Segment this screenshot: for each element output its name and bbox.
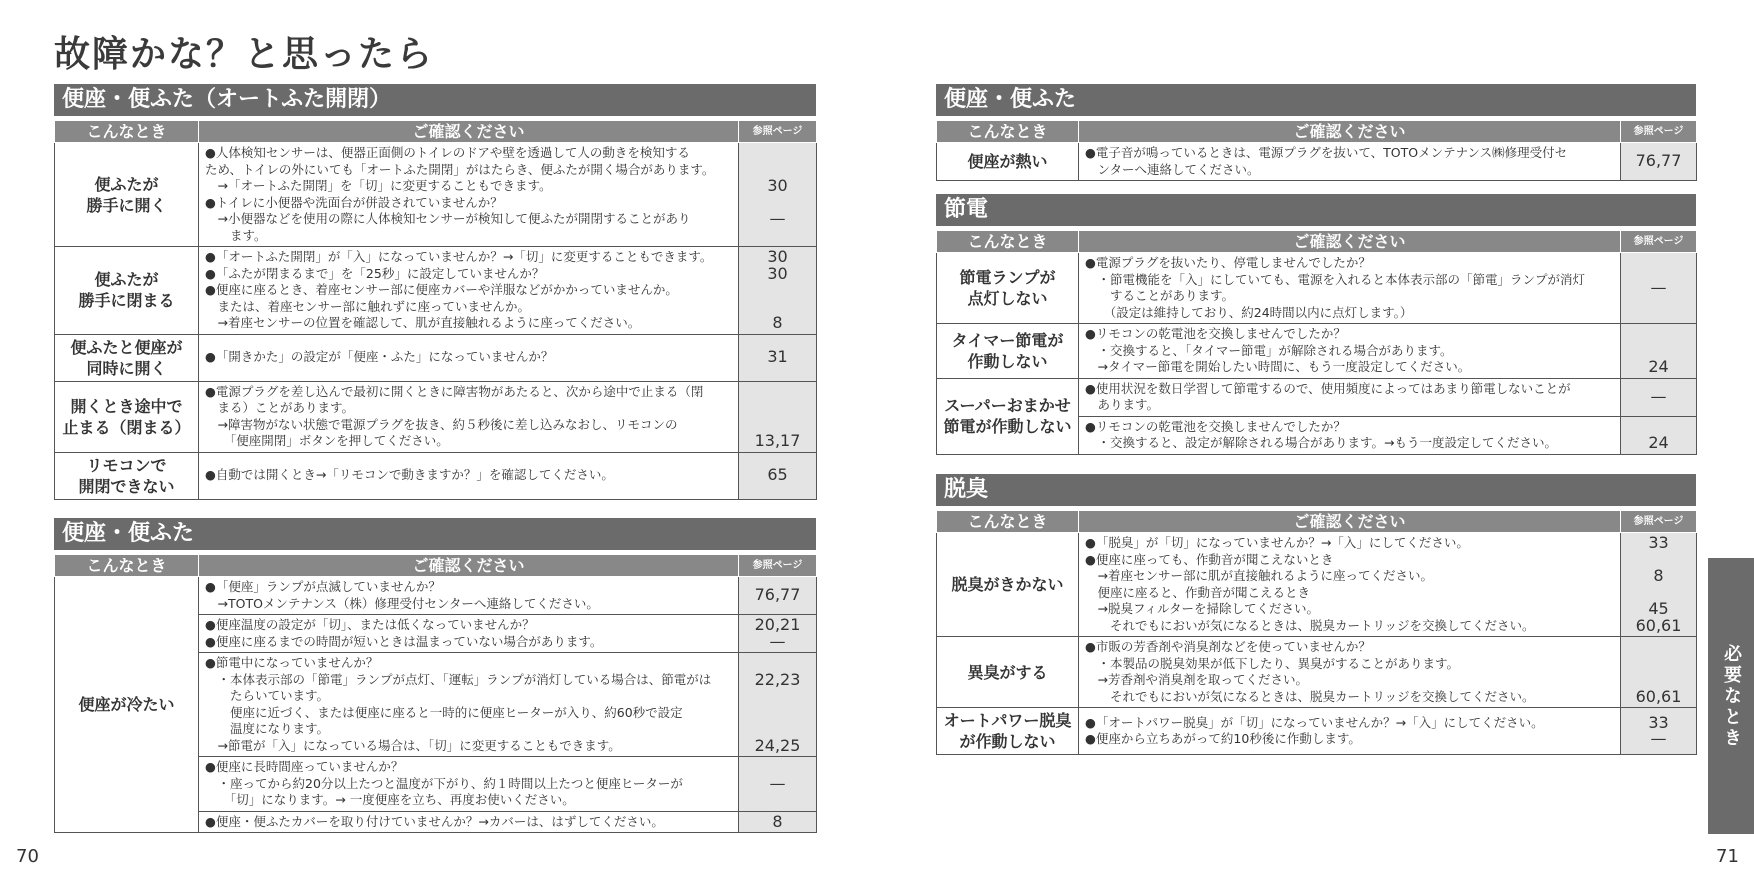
check-line: ●「便座」ランプが点滅していませんか？ [205, 579, 441, 594]
table-row [55, 452, 817, 499]
case-label-line: スーパーおまかせ [944, 396, 1071, 415]
col-header-check: ご確認ください [1079, 121, 1621, 143]
ref-cell [739, 334, 817, 381]
check-cell [1079, 253, 1621, 324]
ref-page: — [769, 631, 786, 651]
ref-page: 8 [772, 811, 783, 831]
col-header-check: ご確認ください [1079, 231, 1621, 253]
col-header-case: こんなとき [937, 231, 1079, 253]
check-line: ●「オートパワー脱臭」が「切」になっていませんか？→「入」にしてください。 [1085, 714, 1544, 730]
check-line: ●「脱臭」が「切」になっていませんか？→「入」にしてください。 [1085, 535, 1469, 550]
check-line: ・座ってから約20分以上たつと温度が下がり、約１時間以上たつと便座ヒーターが [205, 775, 683, 791]
check-line: ●便座に座るとき、着座センサー部に便座カバーや洋服などがかかっていませんか。 [205, 282, 678, 297]
check-cell [199, 653, 739, 757]
case-cell [55, 247, 199, 335]
case-cell [55, 452, 199, 499]
check-line: ●便座に長時間座っていませんか？ [205, 759, 404, 774]
check-cell [199, 381, 739, 452]
ref-page: 22,23 [754, 669, 801, 689]
ref-cell [1621, 533, 1697, 637]
ref-cell [1621, 637, 1697, 708]
ref-page: 45 [1648, 599, 1669, 618]
table-row [55, 247, 817, 335]
case-label-line: 開閉できない [78, 476, 175, 496]
troubleshoot-table [54, 554, 817, 833]
check-line: →障害物がない状態で電源プラグを抜き、約５秒後に差し込みなおし、リモコンの [205, 416, 678, 432]
table-row [937, 708, 1697, 755]
check-line: ●電源プラグを抜いたり、停電しませんでしたか？ [1085, 255, 1371, 270]
table-row [55, 143, 817, 247]
case-cell [937, 143, 1079, 181]
check-line: ●「ふたが閉まるまで」を「25秒」に設定していませんか？ [205, 265, 545, 281]
check-line: →芳香剤や消臭剤を取ってください。 [1085, 672, 1308, 687]
check-line: それでもにおいが気になるときは、脱臭カートリッジを交換してください。 [1085, 688, 1535, 704]
col-header-case: こんなとき [55, 555, 199, 577]
section-auto-lid [54, 84, 816, 500]
section-title: 便座・便ふた（オートふた開閉） [54, 84, 816, 116]
check-line: ●リモコンの乾電池を交換しませんでしたか？ [1085, 326, 1346, 341]
ref-page: 24 [1648, 357, 1669, 376]
case-cell [55, 143, 199, 247]
case-label-line: 節電ランプが [959, 268, 1056, 287]
check-line: →タイマー節電を開始したい時間に、もう一度設定してください。 [1085, 359, 1471, 374]
page-number-left: 70 [16, 846, 39, 867]
section-deodorize [936, 474, 1696, 755]
check-line: ●「開きかた」の設定が「便座・ふた」になっていませんか？ [205, 349, 554, 365]
ref-page: 24,25 [754, 735, 801, 755]
check-line: ●トイレに小便器や洗面台が併設されていませんか？ [205, 194, 503, 210]
col-header-ref: 参照ページ [739, 121, 817, 143]
section-title: 便座・便ふた [936, 84, 1696, 116]
check-line: することがあります。 [1085, 288, 1235, 303]
check-cell [199, 247, 739, 335]
case-label-line: 便座が冷たい [78, 695, 175, 714]
ref-page: — [769, 773, 786, 793]
check-line: 温度になります。 [205, 721, 330, 736]
ref-cell [1621, 708, 1697, 755]
check-line: ●電源プラグを差し込んで最初に開くときに障害物があたると、次から途中で止まる（閉 [205, 383, 704, 399]
case-label-line: 点灯しない [967, 289, 1048, 308]
col-header-case: こんなとき [937, 121, 1079, 143]
case-cell [937, 533, 1079, 637]
ref-page: 65 [767, 465, 788, 485]
case-label-line: 同時に開く [86, 358, 167, 378]
ref-cell [739, 452, 817, 499]
section-power-saving [936, 194, 1696, 455]
section-seat-lid [54, 518, 816, 833]
check-line: 「切」になります。→ 一度便座を立ち、再度お使いください。 [205, 792, 575, 807]
case-cell [55, 381, 199, 452]
check-line: →脱臭フィルターを掃除してください。 [1085, 601, 1319, 616]
ref-page: 30 [767, 263, 788, 283]
page-title: 故障かな？と思ったら [54, 34, 435, 75]
check-line: ●「オートふた開閉」が「入」になっていませんか？→「切」に変更することもできます。 [205, 249, 713, 264]
troubleshoot-table [936, 120, 1697, 181]
check-cell [1079, 637, 1621, 708]
ref-cell [1621, 378, 1697, 416]
ref-page: 30 [767, 247, 788, 266]
table-row [937, 324, 1697, 379]
check-cell [199, 757, 739, 812]
ref-page: 8 [1653, 566, 1664, 585]
ref-cell [739, 757, 817, 812]
section-title: 便座・便ふた [54, 518, 816, 550]
case-cell [937, 253, 1079, 324]
check-cell [1079, 708, 1621, 755]
check-line: ンターへ連絡してください。 [1085, 161, 1260, 177]
side-tab-label: 必要なとき [1721, 643, 1742, 749]
case-label-line: 勝手に閉まる [78, 291, 175, 311]
ref-cell [739, 143, 817, 247]
table-row [55, 381, 817, 452]
ref-page: 33 [1648, 712, 1669, 732]
case-label-line: 開くとき途中で [70, 396, 183, 416]
section-title: 節電 [936, 194, 1696, 226]
check-cell [1079, 416, 1621, 454]
check-line: ●リモコンの乾電池を交換しませんでしたか？ [1085, 418, 1346, 434]
ref-cell [739, 653, 817, 757]
ref-page: 30 [767, 176, 788, 195]
section-seat-lid-right [936, 84, 1696, 181]
case-label-line: 勝手に開く [86, 195, 167, 215]
case-label-line: 便ふたが [94, 174, 159, 194]
case-label-line: 便ふたと便座が [70, 337, 183, 357]
case-label-line: タイマー節電が [951, 330, 1064, 350]
check-line: ため、トイレの外にいても「オートふた開閉」がはたらき、便ふたが開く場合があります。 [205, 161, 715, 177]
check-line: ・交換すると、設定が解除される場合があります。→もう一度設定してください。 [1085, 435, 1557, 450]
case-cell [55, 334, 199, 381]
troubleshoot-table [936, 230, 1697, 455]
page-number-right: 71 [1716, 846, 1739, 867]
col-header-check: ご確認ください [199, 555, 739, 577]
ref-cell [1621, 143, 1697, 181]
check-cell [199, 811, 739, 833]
check-cell [199, 615, 739, 653]
col-header-ref: 参照ページ [1621, 231, 1697, 253]
check-cell [199, 143, 739, 247]
ref-page: 76,77 [754, 585, 801, 605]
check-line: たらいています。 [205, 688, 330, 703]
table-row [937, 378, 1697, 416]
ref-cell [1621, 253, 1697, 324]
ref-cell [739, 811, 817, 833]
case-cell [937, 324, 1079, 379]
troubleshoot-table [54, 120, 817, 500]
table-row [937, 637, 1697, 708]
table-row [937, 533, 1697, 637]
ref-page: — [1650, 277, 1667, 297]
check-line: ●市販の芳香剤や消臭剤などを使っていませんか？ [1085, 639, 1371, 654]
case-label-line: 脱臭がきかない [951, 575, 1064, 594]
ref-cell [739, 615, 817, 653]
case-label-line: 異臭がする [967, 662, 1048, 682]
ref-page: 20,21 [754, 615, 801, 634]
check-line: ●自動では開くとき→「リモコンで動きますか？」を確認してください。 [205, 467, 614, 483]
table-row [55, 577, 817, 615]
check-line: ●電子音が鳴っているときは、電源プラグを抜いて、TOTOメンテナンス㈱修理受付セ [1085, 145, 1568, 160]
ref-page: 33 [1648, 533, 1669, 552]
col-header-ref: 参照ページ [1621, 511, 1697, 533]
col-header-ref: 参照ページ [739, 555, 817, 577]
table-row [937, 143, 1697, 181]
check-line: ます。 [205, 227, 267, 243]
case-label-line: 作動しない [967, 351, 1048, 371]
case-cell [937, 708, 1079, 755]
check-cell [199, 452, 739, 499]
ref-cell [739, 247, 817, 335]
case-label-line: 節電が作動しない [943, 417, 1072, 436]
case-label-line: が作動しない [959, 732, 1056, 751]
check-cell [1079, 378, 1621, 416]
check-line: ●便座温度の設定が「切」、または低くなっていませんか？ [205, 617, 535, 632]
case-cell [937, 378, 1079, 454]
case-cell [55, 577, 199, 833]
ref-page: 60,61 [1635, 615, 1682, 635]
check-cell [199, 334, 739, 381]
check-line: ●便座・便ふたカバーを取り付けていませんか？→カバーは、はずしてください。 [205, 813, 664, 829]
ref-page: — [1650, 729, 1667, 748]
ref-page: 13,17 [754, 431, 801, 450]
check-line: ・本製品の脱臭効果が低下したり、異臭がすることがあります。 [1085, 655, 1460, 671]
ref-page: — [1650, 386, 1667, 406]
case-cell [937, 637, 1079, 708]
check-cell [1079, 143, 1621, 181]
col-header-check: ご確認ください [1079, 511, 1621, 533]
check-line: →着座センサーの位置を確認して、肌が直接触れるように座ってください。 [205, 315, 641, 330]
ref-cell [1621, 324, 1697, 379]
check-line: →TOTOメンテナンス（株）修理受付センターへ連絡してください。 [205, 595, 599, 611]
section-title: 脱臭 [936, 474, 1696, 506]
check-line: 便座に近づく、または便座に座ると一時的に便座ヒーターが入り、約60秒で設定 [205, 704, 683, 720]
col-header-check: ご確認ください [199, 121, 739, 143]
check-line: →小便器などを使用の際に人体検知センサーが検知して便ふたが開閉することがあり [205, 211, 691, 226]
check-cell [199, 577, 739, 615]
ref-page: — [769, 209, 786, 228]
check-line: →「オートふた開閉」を「切」に変更することもできます。 [205, 178, 552, 193]
check-cell [1079, 533, 1621, 637]
ref-cell [739, 577, 817, 615]
check-cell [1079, 324, 1621, 379]
check-line: 便座に座ると、作動音が聞こえるとき [1085, 584, 1311, 600]
check-line: ●便座に座っても、作動音が聞こえないとき [1085, 551, 1334, 567]
check-line: まる）ことがあります。 [205, 400, 355, 415]
check-line: →着座センサー部に肌が直接触れるように座ってください。 [1085, 568, 1433, 583]
table-row [55, 334, 817, 381]
ref-page: 60,61 [1635, 686, 1682, 706]
case-label-line: オートパワー脱臭 [943, 711, 1072, 730]
ref-page: 24 [1648, 433, 1669, 452]
check-line: ●便座に座るまでの時間が短いときは温まっていない場合があります。 [205, 633, 603, 649]
check-line: ・節電機能を「入」にしていても、電源を入れると本体表示部の「節電」ランプが消灯 [1085, 271, 1586, 287]
ref-cell [739, 381, 817, 452]
col-header-case: こんなとき [937, 511, 1079, 533]
ref-page: 76,77 [1635, 151, 1682, 171]
side-index-tab[interactable] [1708, 558, 1754, 834]
check-line: ・本体表示部の「節電」ランプが点灯、「運転」ランプが消灯している場合は、節電がは [205, 671, 712, 687]
check-line: 「便座開閉」ボタンを押してください。 [205, 433, 449, 448]
case-label-line: リモコンで [86, 455, 167, 475]
col-header-ref: 参照ページ [1621, 121, 1697, 143]
check-line: →節電が「入」になっている場合は、「切」に変更することもできます。 [205, 737, 621, 753]
check-line: ●使用状況を数日学習して節電するので、使用頻度によってはあまり節電しないことが [1085, 380, 1571, 396]
ref-page: 8 [772, 313, 783, 332]
col-header-case: こんなとき [55, 121, 199, 143]
check-line: （設定は維持しており、約24時間以内に点灯します。） [1085, 304, 1413, 320]
check-line: あります。 [1085, 397, 1160, 412]
check-line: ・交換すると、「タイマー節電」が解除される場合があります。 [1085, 342, 1453, 358]
case-label-line: 止まる（閉まる） [62, 417, 191, 437]
ref-page [741, 228, 814, 245]
troubleshoot-table [936, 510, 1697, 755]
case-label-line: 便座が熱い [967, 152, 1048, 171]
check-line: ●便座から立ちあがって約10秒後に作動します。 [1085, 731, 1361, 746]
table-row [937, 253, 1697, 324]
case-label-line: 便ふたが [94, 270, 159, 290]
ref-page: 31 [767, 347, 788, 367]
check-line: ●節電中になっていませんか？ [205, 655, 379, 670]
check-line: ●人体検知センサーは、便器正面側のトイレのドアや壁を透過して人の動きを検知する [205, 145, 690, 160]
check-line: または、着座センサー部に触れずに座っていませんか。 [205, 298, 531, 314]
check-line: それでもにおいが気になるときは、脱臭カートリッジを交換してください。 [1085, 617, 1535, 633]
ref-cell [1621, 416, 1697, 454]
